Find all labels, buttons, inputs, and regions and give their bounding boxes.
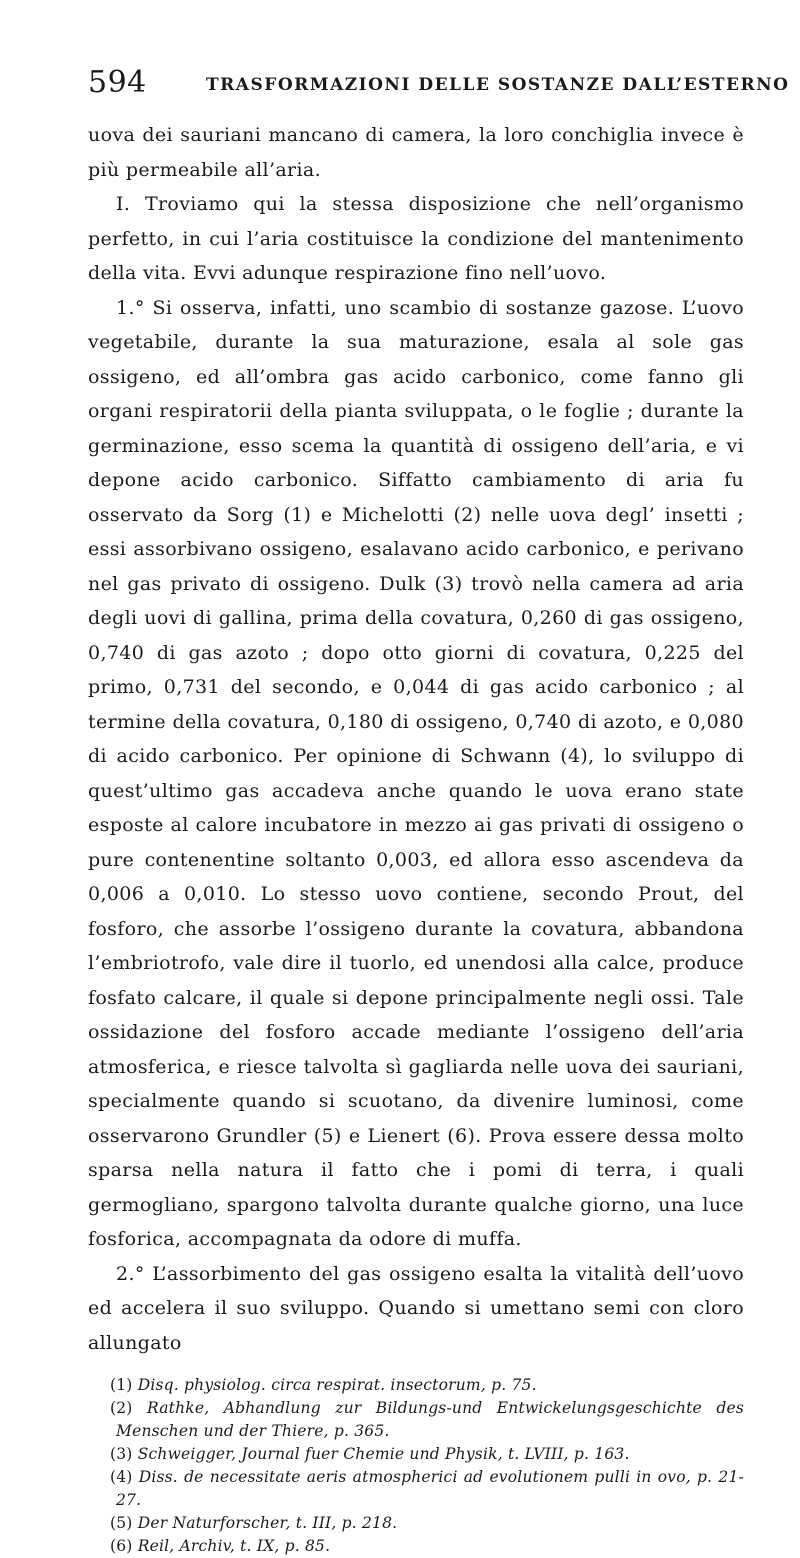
footnote-text: Rathke, Abhandlung zur Bildungs-und Entwickelungsgeschichte des Menschen und der Thiere, p. 365. xyxy=(116,1399,744,1440)
paragraph-point-one: 1.° Si osserva, infatti, uno scambio di sostanze gazose. L’uovo vegetabile, durante la sua maturazione, esala al sole gas ossigeno, ed all’ombra gas acido carbonico, come fanno gli organi respiratorii della pianta sviluppata, o le foglie ; durante la germinazione, esso scema la quantità di ossigeno dell’aria, e vi depone acido carbonico. Siffatto cambiamento di aria fu osservato da Sorg (1) e Michelotti (2) nelle uova degl’ insetti ; essi assorbivano ossigeno, esalavano acido carbonico, e perivano nel gas privato di ossigeno. Dulk (3) trovò nella camera ad aria degli uovi di gallina, prima della covatura, 0,260 di gas ossigeno, 0,740 di gas azoto ; dopo otto giorni di covatura, 0,225 del primo, 0,731 del secondo, e 0,044 di gas acido carbonico ; al termine della covatura, 0,180 di ossigeno, 0,740 di azoto, e 0,080 di acido carbonico. Per opinione di Schwann (4), lo sviluppo di quest’ultimo gas accadeva anche quando le uova erano state esposte al calore incubatore in mezzo ai gas privati di ossigeno o pure contenentine soltanto 0,003, ed allora esso ascendeva da 0,006 a 0,010. Lo stesso uovo contiene, secondo Prout, del fosforo, che assorbe l’ossigeno durante la covatura, abbandona l’embriotrofo, vale dire il tuorlo, ed unendosi alla calce, produce fosfato calcare, il quale si depone principalmente negli ossi. Tale ossidazione del fosforo accade mediante l’ossigeno dell’aria atmosferica, e riesce talvolta sì gagliarda nelle uova dei sauriani, specialmente quando si scuotano, da divenire luminosi, come osservarono Grundler (5) e Lienert (6). Prova essere dessa molto sparsa nella natura il fatto che i pomi di terra, i quali germogliano, spargono talvolta durante qualche giorno, una luce fosforica, accompagnata da odore di muffa. xyxy=(88,296,744,1250)
footnote-3 xyxy=(88,1443,744,1466)
footnote-text: Reil, Archiv, t. IX, p. 85. xyxy=(137,1537,331,1555)
footnote-text: Schweigger, Journal fuer Chemie und Physik, t. LVIII, p. 163. xyxy=(137,1445,630,1463)
footnote-text: Der Naturforscher, t. III, p. 218. xyxy=(137,1514,398,1532)
footnote-text: Disq. physiolog. circa respirat. insectorum, p. 75. xyxy=(137,1376,537,1394)
page-header xyxy=(88,65,790,100)
footnote-5 xyxy=(88,1512,744,1535)
footnote-mark: (1) xyxy=(110,1376,133,1394)
page-number: 594 xyxy=(88,65,147,100)
body-text xyxy=(88,118,744,1360)
footnote-mark: (5) xyxy=(110,1514,133,1532)
footnote-text: Diss. de necessitate aeris atmospherici ad evolutionem pulli in ovo, p. 21-27. xyxy=(116,1468,744,1509)
paragraph-point-two: 2.° L’assorbimento del gas ossigeno esalta la vitalità dell’uovo ed accelera il suo sviluppo. Quando si umettano semi con cloro allungato xyxy=(88,1262,744,1354)
book-page xyxy=(88,65,790,1558)
footnote-2 xyxy=(88,1397,744,1443)
footnote-4 xyxy=(88,1466,744,1512)
running-head: TRASFORMAZIONI DELLE SOSTANZE DALL’ESTERNO xyxy=(206,75,790,95)
paragraph-continuation: uova dei sauriani mancano di camera, la loro conchiglia invece è più permeabile all’aria. xyxy=(88,124,744,181)
footnote-mark: (4) xyxy=(110,1468,133,1486)
footnote-mark: (6) xyxy=(110,1537,133,1555)
footnotes xyxy=(88,1374,744,1558)
footnote-mark: (2) xyxy=(110,1399,133,1417)
footnote-mark: (3) xyxy=(110,1445,133,1463)
footnote-1 xyxy=(88,1374,744,1397)
footnote-6 xyxy=(88,1535,744,1558)
paragraph-section-one: I. Troviamo qui la stessa disposizione che nell’organismo perfetto, in cui l’aria costituisce la condizione del mantenimento della vita. Evvi adunque respirazione fino nell’uovo. xyxy=(88,193,744,284)
